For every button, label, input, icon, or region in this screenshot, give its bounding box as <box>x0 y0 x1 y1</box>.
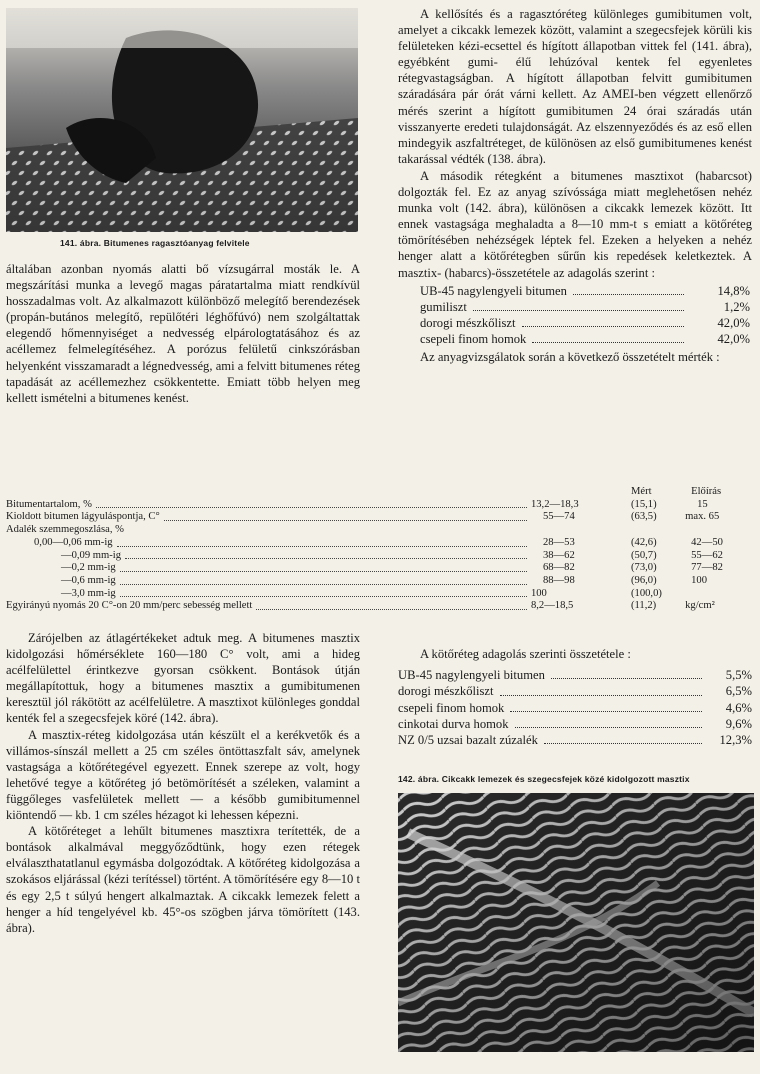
mix-row: csepeli finom homok 4,6% <box>398 700 752 715</box>
left-bottom-paragraph-2: A masztix-réteg kidolgozása után készült el a kerékvetők és a villámos-sínszál mellett a 25 cm széles öntöttaszfalt sáv, amelynek vastagsága a kötőrétegével egyezett. Ennek szerepe az volt, hogy lehetővé tegye a kötőréteg jó betömörítését a széleken, valamint a függőleges vasfelületek mellett — a később gumibitumennel kiöntendő — kb. 1 cm széles hézagot ki lehessen képezni. <box>6 727 360 823</box>
table-row: —0,6 mm-ig 88—98 (96,0) 100 <box>61 574 708 586</box>
mix-row: csepeli finom homok 42,0% <box>420 332 750 347</box>
table-row: Bitumentartalom, % 13,2—18,3 (15,1) 15 <box>6 498 708 510</box>
right-bottom-column <box>398 646 752 748</box>
figure-142-caption: 142. ábra. Cikcakk lemezek és szegecsfejek közé kidolgozott masztix <box>398 774 690 784</box>
figure-141-caption: 141. ábra. Bitumenes ragasztóanyag felvitele <box>60 238 250 248</box>
table-row: —3,0 mm-ig 100 (100,0) <box>61 587 662 599</box>
table-row: 0,00—0,06 mm-ig 28—53 (42,6) 42—50 <box>34 536 723 548</box>
mix-row: dorogi mészkőliszt 6,5% <box>398 684 752 699</box>
table-row: —0,09 mm-ig 38—62 (50,7) 55—62 <box>61 549 723 561</box>
mix-row: UB-45 nagylengyeli bitumen 5,5% <box>398 668 752 683</box>
mix-row: UB-45 nagylengyeli bitumen 14,8% <box>420 283 750 298</box>
right-paragraph-1: A kellősítés és a ragasztóréteg különleges gumibitumen volt, amelyet a cikcakk lemezek között, valamint a szegecsfejek körüli kis felületeken kézi-ecsettel és hígított állapotban vittek fel (141. ábra), egyébként gumi- élű lehúzóval kentek fel egyenletes rétegvastagságban. A hígított állapotban felvitt gumibitumen száradására pár órát várni kellett. Az AMEI-ben végzett ellenőrző mérés szerint a hígított gumibitumen 24 órai száradás után visszanyerte eredeti tulajdonságát. Az elszennyeződés és az eső ellen mindegyik aszfaltréteget, de különösen az első gumibitumenes kenést takarással védték (138. ábra). <box>398 7 752 166</box>
figure-142-image <box>398 793 754 1052</box>
table-row: Kioldott bitumen lágyuláspontja, C° 55—74 (63,5) max. 65 <box>6 511 720 523</box>
left-bottom-column <box>6 630 360 936</box>
header-prescribed: Előírás <box>691 486 722 497</box>
mix-row: cinkotai durva homok 9,6% <box>398 716 752 731</box>
mix-row: NZ 0/5 uzsai bazalt zúzalék 12,3% <box>398 732 752 747</box>
right-top-column <box>398 6 752 366</box>
right-paragraph-3: Az anyagvizsgálatok során a következő összetételt mérték : <box>420 350 720 365</box>
header-measured: Mért <box>631 486 652 497</box>
table-row: —0,2 mm-ig 68—82 (73,0) 77—82 <box>61 562 723 574</box>
mastix-mix-list <box>420 283 750 348</box>
figure-141-image <box>6 8 358 232</box>
binder-mix-list <box>398 667 752 748</box>
mix-row: gumiliszt 1,2% <box>420 299 750 314</box>
table-row: Egyirányú nyomás 20 C°-on 20 mm/perc sebesség mellett 8,2—18,5 (11,2) kg/cm² <box>6 600 715 612</box>
figure-142-photo <box>398 793 754 1052</box>
binder-intro: A kötőréteg adagolás szerinti összetétele : <box>420 647 631 661</box>
table-header-row <box>6 486 754 499</box>
right-paragraph-2: A második rétegként a bitumenes masztixot (habarcsot) dolgozták fel. Ez az anyag szívóssága miatt meglehetősen nehéz munka volt (142. ábra), különösen a cikcakk lemezek között. Itt ennek vastagsága meghaladta a 8—10 mm-t s emiatt a kötőréteg tömörítésében nehézségek léptek fel. Ezeken a helyeken a nehéz henger alatt a kötőrétegben sűrűn kis repedések keletkeztek. A masztix- (habarcs)-összetétele az adagolás szerint : <box>398 168 752 280</box>
table-row: Adalék szemmegoszlása, % <box>6 524 124 536</box>
figure-141-photo <box>6 8 358 232</box>
left-bottom-paragraph-3: A kötőréteget a lehűlt bitumenes masztixra terítették, de a bontások alkalmával meggyőződtünk, hogy ezen rétegek elválaszthatatlanul egymásba dolgozódtak. A kötőréteg kidolgozása a szokásos eljárással (kézi terítéssel) történt. A tömörítésére egy 8—10 t és egy 2,5 t súlyú hengert alkalmaztak. A cikcakk lemezek felett a henger a híd tengelyével kb. 45°-os szögben járva tömörített (143. ábra). <box>6 824 360 935</box>
mix-row: dorogi mészkőliszt 42,0% <box>420 316 750 330</box>
measurement-table <box>6 486 754 613</box>
left-top-paragraph: általában azonban nyomás alatti bő vízsugárral mosták le. A megszárítási munka a levegő magas páratartalma miatt rendkívül hosszadalmas volt. Az alkalmazott különböző melegítő berendezések (propán-butános melegítő, repülőtéri léghőfúvó) nem szolgáltattak elegendő hőmennyiséget a nedvesség elpárologtatásához és az acéllemez felmelegítéséhez. A porózus felületű cinkszórásban helyenként visszamaradt a légnedvesség, ami a felvitt bitumenes réteg tapadását az acéllemezhez csökkentette. Emiatt több helyen meg kellett ismételni a bitumenes kenést. <box>6 262 360 405</box>
left-bottom-paragraph-1: Zárójelben az átlagértékeket adtuk meg. A bitumenes masztix kidolgozási hőmérséklete 160—180 C° volt, ami a hideg acélfelülettel érintkezve gyorsan csökkent. Bontások útján megállapítottuk, hogy a bitumenes masztix a gumibitumenen keresztül jól rákötött az acélfelületre. A masztixot különleges gonddal kenték fel a szegecsfejek köré (142. ábra). <box>6 631 360 726</box>
